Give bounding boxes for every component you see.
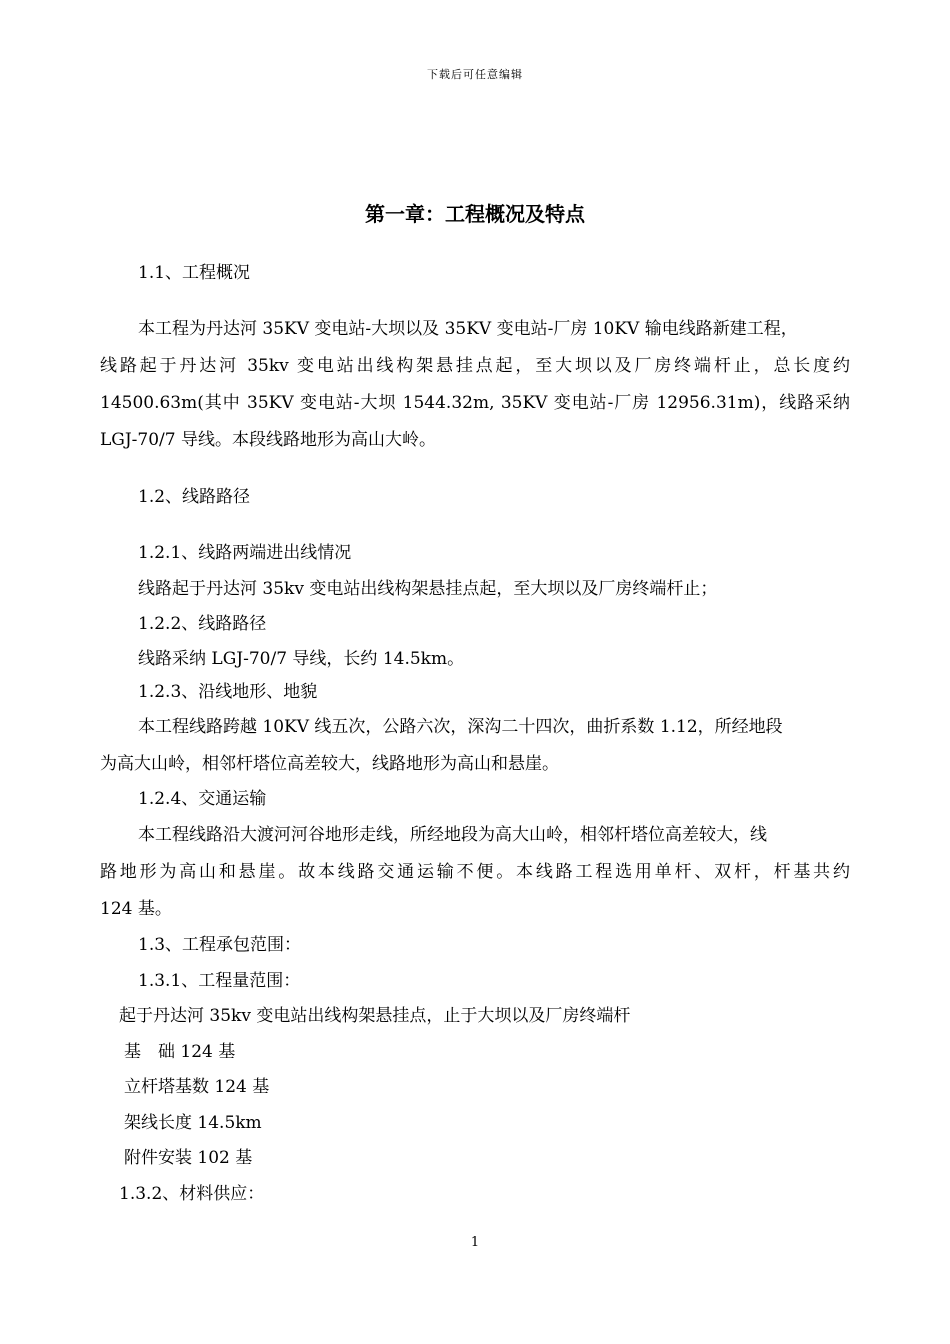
page-number: 1 [470,1235,480,1250]
paragraph-line: 为高大山岭，相邻杆塔位高差较大，线路地形为高山和悬崖。 [100,754,559,774]
paragraph-line: 线路起于丹达河 35kv 变电站出线构架悬挂点起，至大坝以及厂房终端杆止，总长度约 [100,356,850,376]
paragraph-line: 本工程为丹达河 35KV 变电站-大坝以及 35KV 变电站-厂房 10KV 输电线路新建工程， [138,319,798,339]
paragraph-line: 本工程线路沿大渡河河谷地形走线，所经地段为高大山岭，相邻杆塔位高差较大，线 [138,825,767,845]
section-heading-1-3: 1.3、工程承包范围： [138,935,302,955]
quantity-item: 立杆塔基数 124 基 [124,1077,270,1097]
section-heading-1-1: 1.1、工程概况 [138,263,251,283]
section-heading-1-3-2: 1.3.2、材料供应： [119,1184,265,1204]
section-heading-1-3-1: 1.3.1、工程量范围： [138,971,301,991]
paragraph-line: 线路起于丹达河 35kv 变电站出线构架悬挂点起，至大坝以及厂房终端杆止； [138,579,718,599]
section-heading-1-2-4: 1.2.4、交通运输 [138,789,267,809]
paragraph-line: 线路采纳 LGJ-70/7 导线，长约 14.5km。 [138,649,465,669]
header-note: 下载后可任意编辑 [427,68,523,81]
paragraph-line: 路地形为高山和悬崖。故本线路交通运输不便。本线路工程选用单杆、双杆，杆基共约 [100,862,850,882]
section-heading-1-2: 1.2、线路路径 [138,487,251,507]
scope-line: 起于丹达河 35kv 变电站出线构架悬挂点，止于大坝以及厂房终端杆 [119,1006,631,1026]
paragraph-line: 14500.63m(其中 35KV 变电站-大坝 1544.32m, 35KV 变电站-厂房 12956.31m)，线路采纳 [100,393,850,413]
paragraph-line: 124 基。 [100,899,172,919]
paragraph-line: 本工程线路跨越 10KV 线五次，公路六次，深沟二十四次，曲折系数 1.12，所经地段 [138,717,783,737]
quantity-item: 附件安装 102 基 [124,1148,253,1168]
section-heading-1-2-1: 1.2.1、线路两端进出线情况 [138,543,352,563]
section-heading-1-2-2: 1.2.2、线路路径 [138,614,267,634]
section-heading-1-2-3: 1.2.3、沿线地形、地貌 [138,682,318,702]
quantity-item: 基 础 124 基 [124,1042,236,1062]
paragraph-line: LGJ-70/7 导线。本段线路地形为高山大岭。 [100,430,437,450]
quantity-item: 架线长度 14.5km [124,1113,262,1133]
chapter-title: 第一章：工程概况及特点 [365,202,585,226]
